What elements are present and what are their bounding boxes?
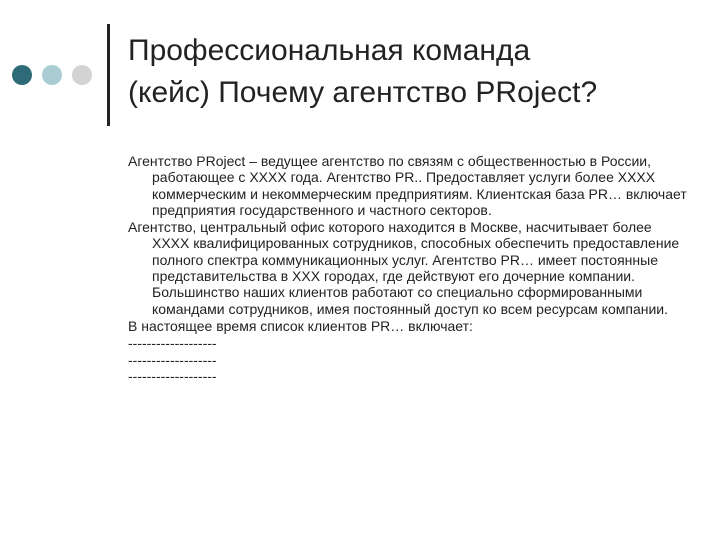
slide-title	[128, 30, 708, 114]
light-teal-dot	[42, 65, 62, 85]
paragraph-agency-office: Агентство, центральный офис которого находится в Москве, насчитывает более XXXX квалифицированных сотрудников, способных обеспечить предоставление полного спектра коммуникационных услуг. Агентство PR… имеет постоянные представительства в XXX городах, где действуют его дочерние компании. Большинство наших клиентов работают со специально сформированными командами сотрудников, имея постоянный доступ ко всем ресурсам компании.	[128, 219, 680, 317]
title-line-2: (кейс) Почему агентство PRoject?	[128, 76, 598, 109]
dark-teal-dot	[12, 65, 32, 85]
title-line-1: Профессиональная команда	[128, 34, 531, 67]
decorative-dots	[12, 65, 94, 85]
paragraph-clients-list: В настоящее время список клиентов PR… включает:	[128, 317, 473, 334]
paragraph-agency-intro: Агентство PRoject – ведущее агентство по связям с общественностью в России, работающее с XXXX года. Агентство PR.. Предоставляет услуги более XXXX коммерческим и некоммерческим предприятиям. Клиентская база PR… включает предприятия государственного и частного секторов.	[128, 153, 687, 218]
slide-body	[128, 153, 688, 384]
client-placeholder-line: -------------------	[128, 335, 217, 352]
title-divider-line	[107, 24, 110, 126]
gray-dot	[72, 65, 92, 85]
client-placeholder-line: -------------------	[128, 351, 217, 368]
client-placeholder-line: -------------------	[128, 367, 217, 384]
